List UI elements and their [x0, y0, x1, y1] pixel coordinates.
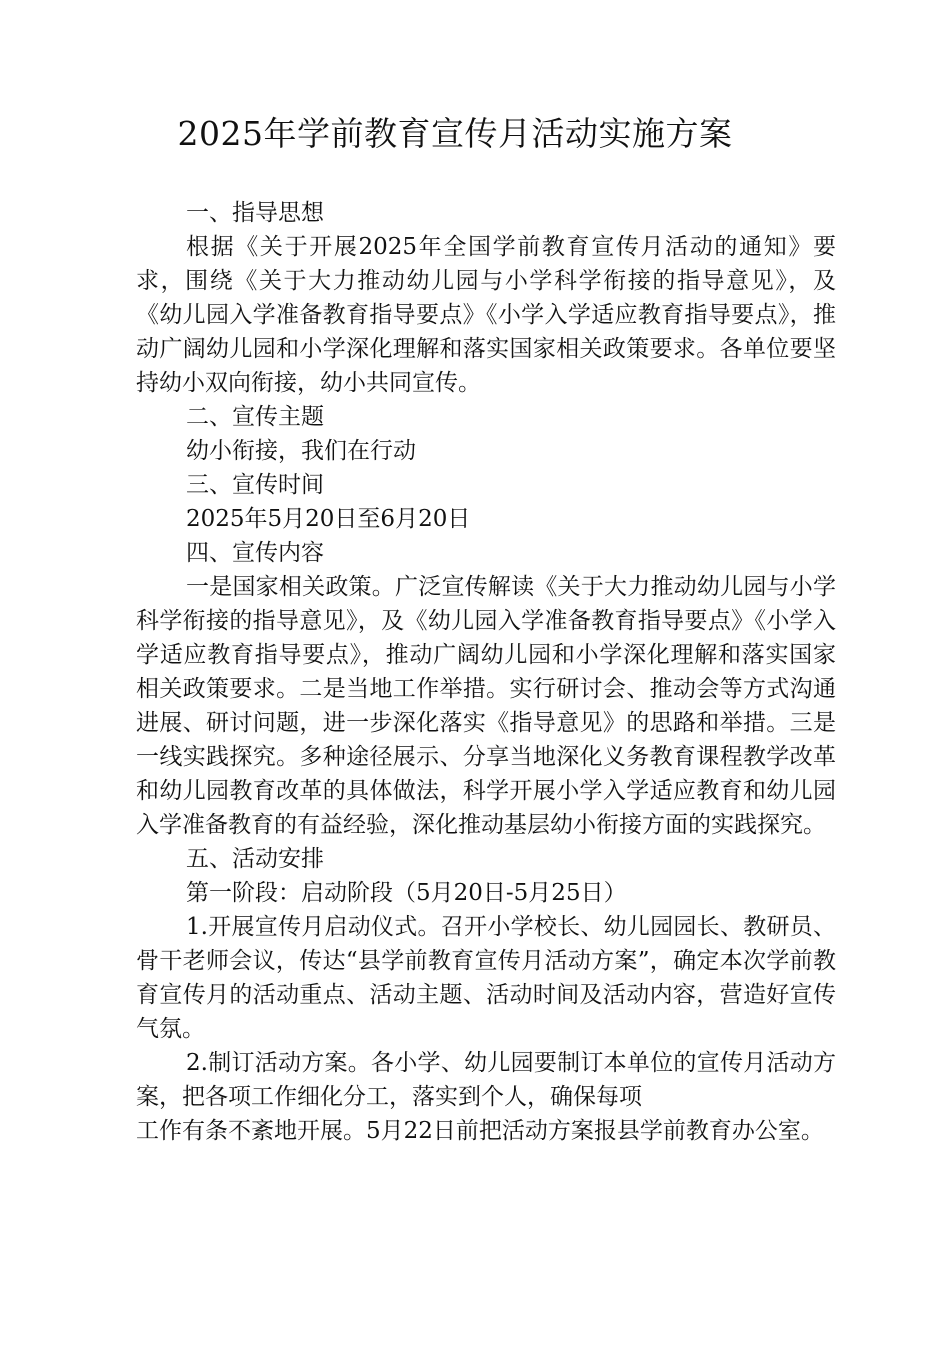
- section-heading-theme: 二、宣传主题: [186, 404, 324, 430]
- document-body: [136, 196, 836, 1148]
- paragraph-item-one: 1.开展宣传月启动仪式。召开小学校长、幼儿园园长、教研员、骨干老师会议，传达“县学前教育宣传月活动方案”，确定本次学前教育宣传月的活动重点、活动主题、活动时间及活动内容，营造好宣传气氛。: [136, 914, 836, 1042]
- paragraph-item-two: 2.制订活动方案。各小学、幼儿园要制订本单位的宣传月活动方案，把各项工作细化分工，落实到个人，确保每项: [136, 1050, 836, 1110]
- paragraph-content: 一是国家相关政策。广泛宣传解读《关于大力推动幼儿园与小学科学衔接的指导意见》，及《幼儿园入学准备教育指导要点》《小学入学适应教育指导要点》，推动广阔幼儿园和小学深化理解和落实国家相关政策要求。二是当地工作举措。实行研讨会、推动会等方式沟通进展、研讨问题，进一步深化落实《指导意见》的思路和举措。三是一线实践探究。多种途径展示、分享当地深化义务教育课程教学改革和幼儿园教育改革的具体做法，科学开展小学入学适应教育和幼儿园入学准备教育的有益经验，深化推动基层幼小衔接方面的实践探究。: [136, 574, 836, 838]
- paragraph-item-two-continued: 工作有条不紊地开展。5月22日前把活动方案报县学前教育办公室。: [136, 1118, 824, 1144]
- document-title: 2025年学前教育宣传月活动实施方案: [177, 114, 733, 153]
- paragraph-theme: 幼小衔接，我们在行动: [186, 438, 416, 464]
- paragraph-guiding-thought: 根据《关于开展2025年全国学前教育宣传月活动的通知》要求，围绕《关于大力推动幼儿园与小学科学衔接的指导意见》，及《幼儿园入学准备教育指导要点》《小学入学适应教育指导要点》，推动广阔幼儿园和小学深化理解和落实国家相关政策要求。各单位要坚持幼小双向衔接，幼小共同宣传。: [136, 234, 836, 396]
- section-heading-time: 三、宣传时间: [186, 472, 324, 498]
- paragraph-time: 2025年5月20日至6月20日: [186, 506, 471, 532]
- section-heading-content: 四、宣传内容: [186, 540, 324, 566]
- section-heading-guiding-thought: 一、指导思想: [186, 200, 324, 226]
- section-heading-schedule: 五、活动安排: [186, 846, 324, 872]
- paragraph-stage-one: 第一阶段：启动阶段（5月20日-5月25日）: [186, 880, 627, 906]
